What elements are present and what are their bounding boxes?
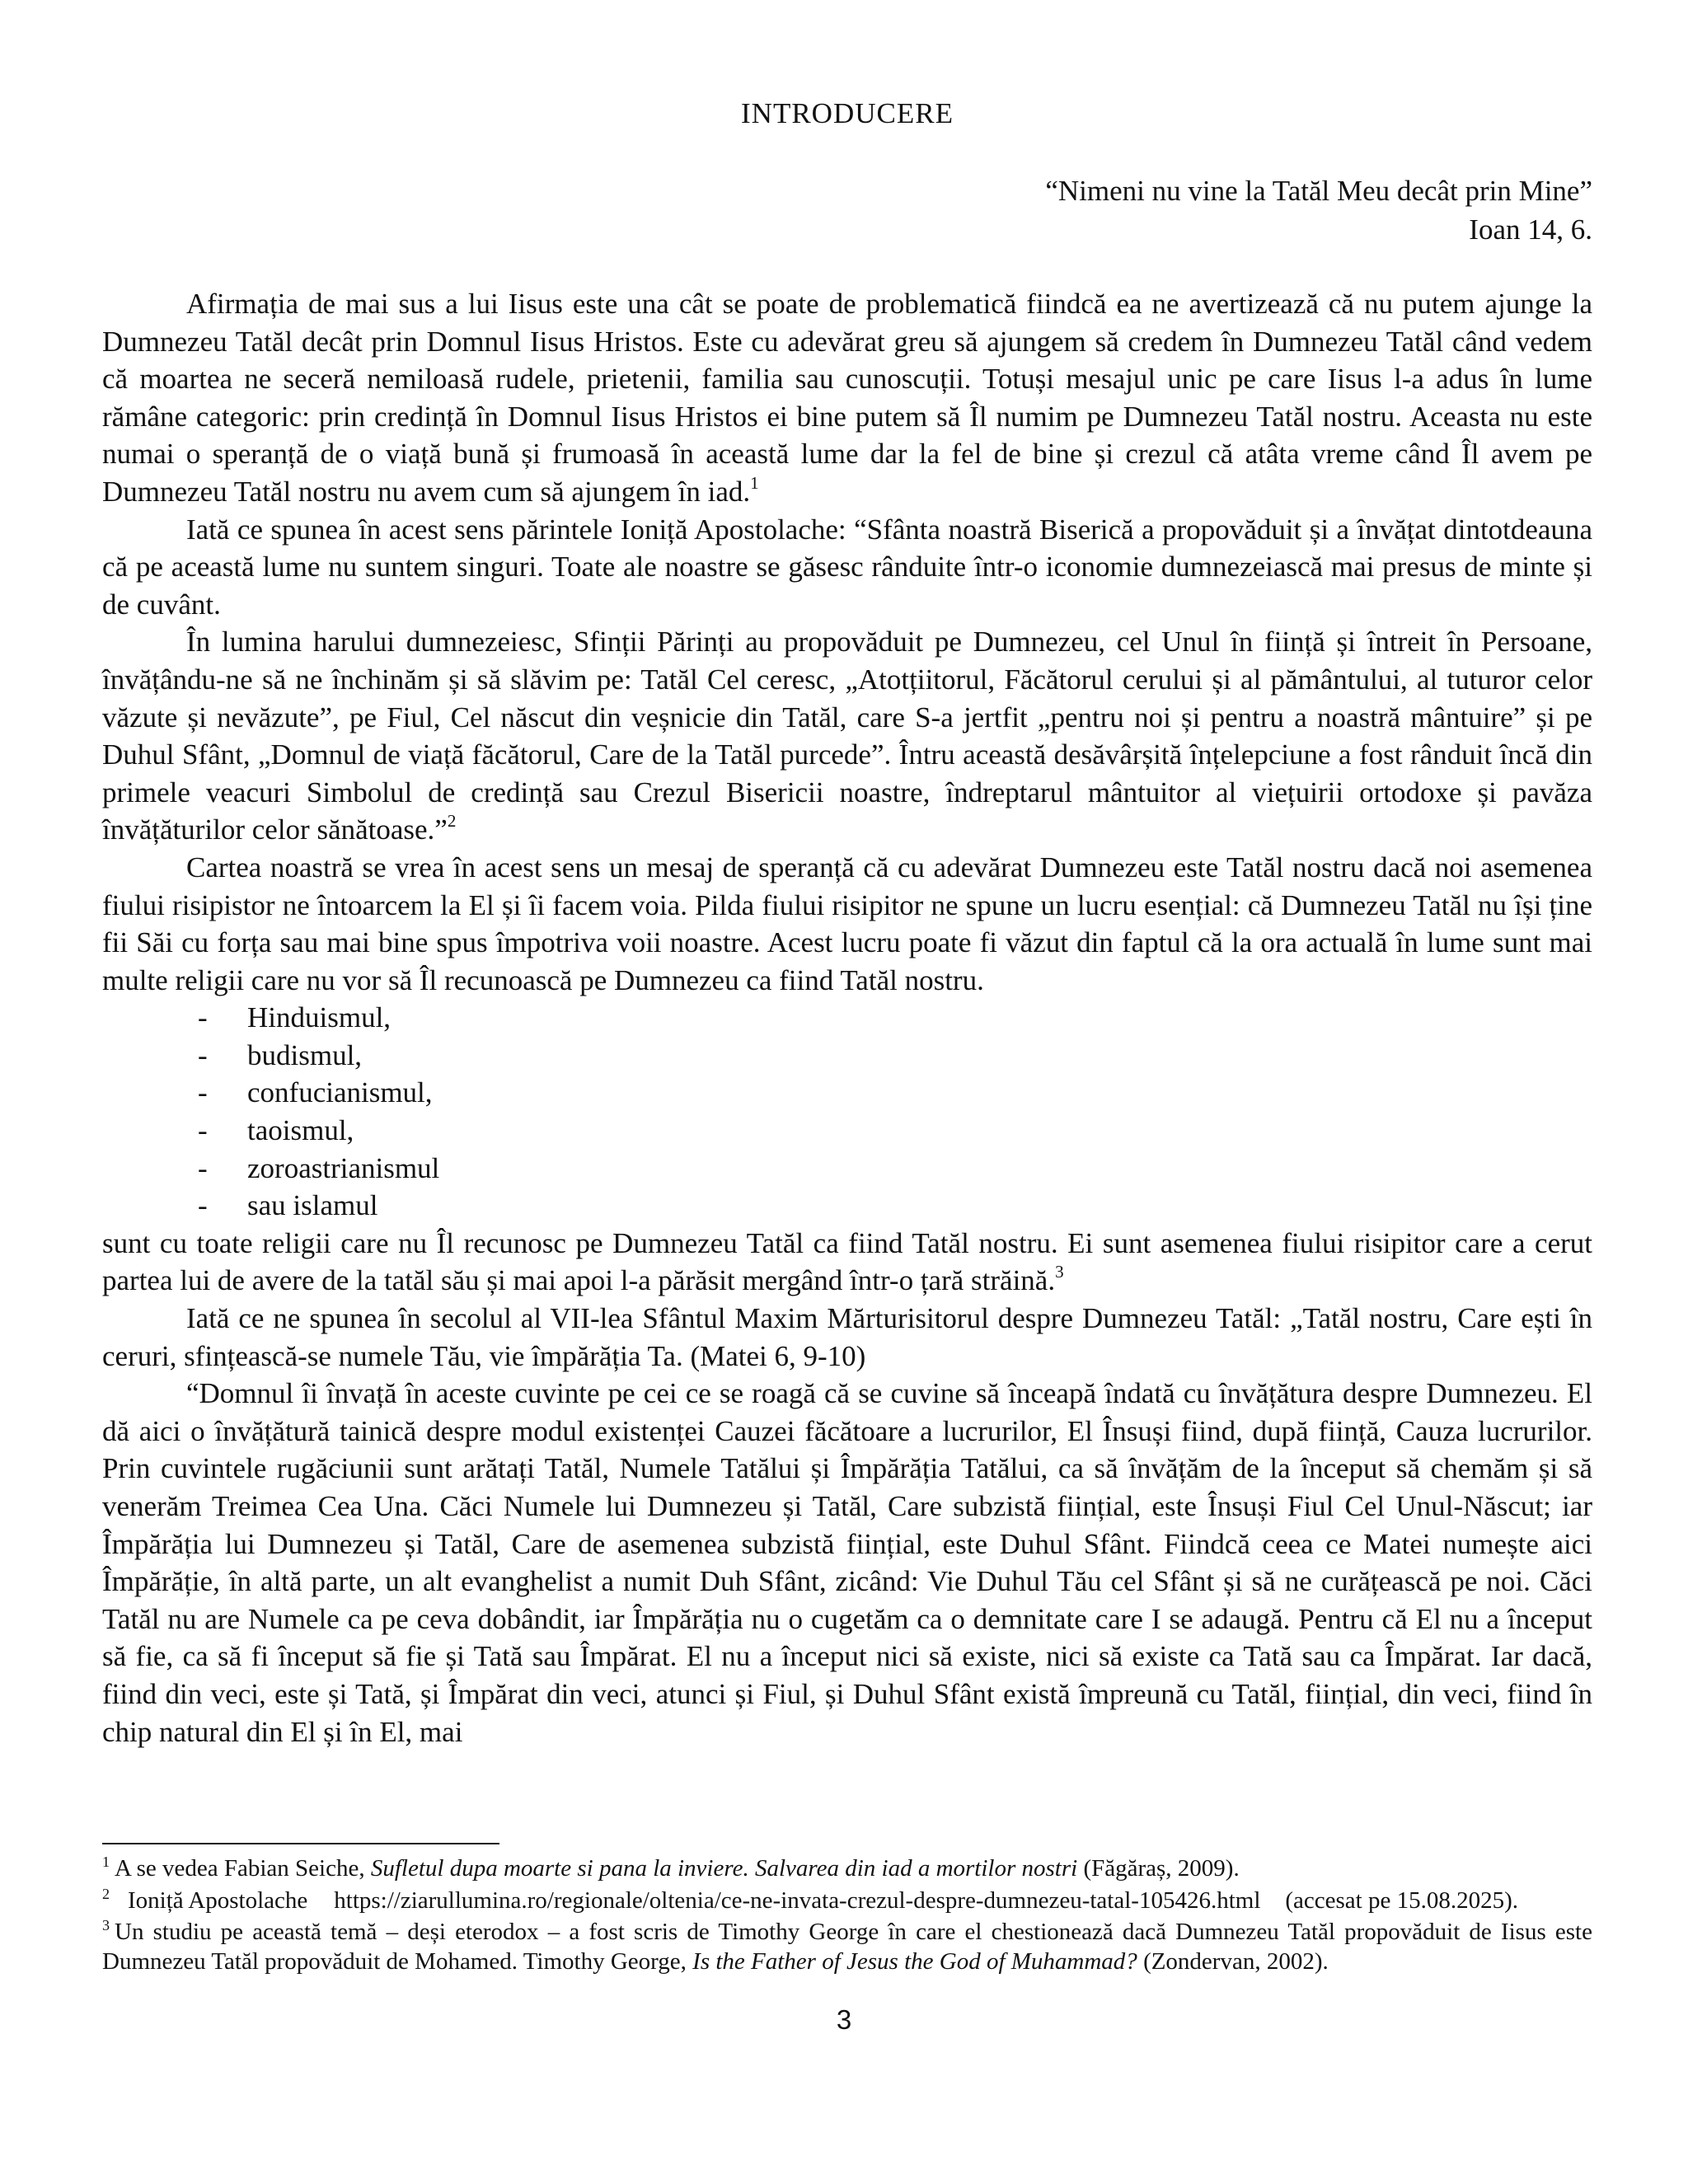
list-item	[102, 1112, 1592, 1150]
epigraph-reference: Ioan 14, 6.	[1469, 213, 1592, 246]
list-item	[102, 1187, 1592, 1225]
list-dash: -	[198, 1038, 208, 1071]
epigraph	[102, 171, 1592, 249]
paragraph-text: Iată ce ne spunea în secolul al VII-lea Sfântul Maxim Mărturisitorul despre Dumnezeu Tatăl: „Tatăl nostru, Care ești în ceruri, sfințească-se numele Tău, vie împărăția Ta. (Matei 6, 9-10)	[102, 1302, 1592, 1372]
footnote-book-title: Is the Father of Jesus the God of Muhammad?	[692, 1947, 1137, 1975]
footnote	[102, 1918, 1592, 1976]
footnote-number: 2	[102, 1885, 110, 1902]
paragraph-text: Afirmația de mai sus a lui Iisus este una cât se poate de problematică fiindcă ea ne avertizează că nu putem ajunge la Dumnezeu Tatăl decât prin Domnul Iisus Hristos. Este cu adevărat greu să ajungem să credem în Dumnezeu Tatăl când vedem că moartea ne seceră nemiloasă rudele, prietenii, familia sau cunoscuții. Totuși mesajul unic pe care Iisus l-a adus în lume rămâne categoric: prin credință în Domnul Iisus Hristos ei bine putem să Îl numim pe Dumnezeu Tatăl nostru. Aceasta nu este numai o speranță de o viață bună și frumoasă în această lume dar la fel de bine și crezul că atâta vreme când Îl avem pe Dumnezeu Tatăl nostru nu avem cum să ajungem în iad.	[102, 288, 1592, 508]
paragraph-text: Iată ce spunea în acest sens părintele Ioniță Apostolache: “Sfânta noastră Biserică a propovăduit și a învățat dintotdeauna că pe această lume nu suntem singuri. Toate ale noastre se găsesc rânduite într-o iconomie dumnezeiască mai presus de minte și de cuvânt.	[102, 513, 1592, 621]
body-text	[102, 285, 1592, 1750]
epigraph-quote: “Nimeni nu vine la Tatăl Meu decât prin Mine”	[1045, 175, 1592, 207]
footnote-text: Un studiu pe această temă – deși eterodox – a fost scris de Timothy George în care el chestionează dacă Dumnezeu Tatăl propovăduit de Iisus este Dumnezeu Tatăl propovăduit de Mohamed. Timothy George,	[102, 1919, 1592, 1975]
footnote-text: (Zondervan, 2002).	[1137, 1947, 1329, 1975]
list-item-text: zoroastrianismul	[247, 1151, 440, 1184]
list-dash: -	[198, 1189, 208, 1222]
list-item-text: taoismul,	[247, 1114, 354, 1147]
list-item-text: sau islamul	[247, 1189, 378, 1222]
footnote-separator	[102, 1843, 499, 1844]
footnote-text: (Făgăraș, 2009).	[1077, 1855, 1240, 1882]
paragraph	[102, 849, 1592, 999]
list-item	[102, 999, 1592, 1037]
footnote-ref[interactable]: 3	[1055, 1262, 1064, 1282]
paragraph	[102, 511, 1592, 624]
paragraph-text: “Domnul îi învață în aceste cuvinte pe cei ce se roagă că se cuvine să înceapă îndată cu învățătura despre Dumnezeu. El dă aici o învățătură tainică despre modul existenței Cauzei făcătoare a lucrurilor, El Însuși fiind, după ființă, Cauza lucrurilor. Prin cuvintele rugăciunii sunt arătați Tatăl, Numele Tatălui și Împărăția Tatălui, ca să învățăm de la început să chemăm și să venerăm Treimea Cea Una. Căci Numele lui Dumnezeu și Tatăl, Care subzistă ființial, este Însuși Fiul Cel Unul-Născut; iar Împărăția lui Dumnezeu și Tatăl, Care de asemenea subzistă ființial, este Duhul Sfânt. Fiindcă ceea ce Matei numește aici Împărăție, în altă parte, un alt evanghelist a numit Duh Sfânt, zicând: Vie Duhul Tău cel Sfânt și să ne curățească pe noi. Căci Tatăl nu are Numele ca pe ceva dobândit, iar Împărăția nu o cugetăm ca o demnitate care I se adaugă. Pentru că El nu a început să fie, ca să fi început să fie și Tată sau Împărat. El nu a început nici să existe, nici să existe ca Tată sau ca Împărat. Iar dacă, fiind din veci, este și Tată, și Împărat din veci, atunci și Fiul, și Duhul Sfânt există împreună cu Tatăl, ființial, din veci, fiind în chip natural din El și în El, mai	[102, 1377, 1592, 1748]
paragraph-text: În lumina harului dumnezeiesc, Sfinții Părinți au propovăduit pe Dumnezeu, cel Unul în ființă și întreit în Persoane, învățându-ne să ne închinăm și să slăvim pe: Tatăl Cel ceresc, „Atotțiitorul, Făcătorul cerului și al pământului, al tuturor celor văzute și nevăzute”, pe Fiul, Cel născut din veșnicie din Tatăl, care S-a jertfit „pentru noi și pentru a noastră mântuire” și pe Duhul Sfânt, „Domnul de viață făcătorul, Care de la Tatăl purcede”. Întru această desăvârșită înțelepciune a fost rânduit încă din primele veacuri Simbolul de credință sau Crezul Bisericii noastre, îndreptarul mântuitor al viețuirii ortodoxe și pavăza învățăturilor celor sănătoase.”	[102, 626, 1592, 846]
list-dash: -	[198, 1114, 208, 1147]
footnote-text: (accesat pe 15.08.2025).	[1285, 1886, 1519, 1914]
footnote-author: Ioniță Apostolache	[128, 1886, 308, 1914]
list-dash: -	[198, 1001, 208, 1034]
footnote-ref[interactable]: 2	[447, 811, 457, 832]
footnote-url[interactable]: https://ziarullumina.ro/regionale/oltenia/ce-ne-invata-crezul-despre-dumnezeu-tatal-105426.html	[334, 1886, 1261, 1914]
paragraph	[102, 1375, 1592, 1750]
religions-list	[102, 999, 1592, 1225]
list-dash: -	[198, 1076, 208, 1109]
list-item	[102, 1074, 1592, 1112]
page-number: 3	[836, 2004, 852, 2035]
chapter-title: INTRODUCERE	[741, 97, 954, 129]
footnote-text: A se vedea Fabian Seiche,	[115, 1855, 371, 1882]
list-dash: -	[198, 1151, 208, 1184]
footnote-number: 3	[102, 1917, 110, 1933]
footnote	[102, 1854, 1592, 1884]
list-item-text: Hinduismul,	[247, 1001, 392, 1034]
footnote-number: 1	[102, 1854, 110, 1870]
footnotes	[102, 1854, 1592, 1979]
paragraph-text: Cartea noastră se vrea în acest sens un mesaj de speranță că cu adevărat Dumnezeu este Tatăl nostru dacă noi asemenea fiului risipistor ne întoarcem la El și îi facem voia. Pilda fiului risipitor ne spune un lucru esențial: că Dumnezeu Tatăl nu își ține fii Săi cu forța sau mai bine spus împotriva voii noastre. Acest lucru poate fi văzut din faptul că la ora actuală în lume sunt mai multe religii care nu vor să Îl recunoască pe Dumnezeu ca fiind Tatăl nostru.	[102, 851, 1592, 996]
footnote	[102, 1886, 1592, 1916]
footnote-book-title: Sufletul dupa moarte si pana la inviere. Salvarea din iad a mortilor nostri	[370, 1855, 1078, 1882]
paragraph	[102, 1225, 1592, 1300]
document-page	[102, 97, 1592, 1750]
paragraph-text: sunt cu toate religii care nu Îl recunosc pe Dumnezeu Tatăl ca fiind Tatăl nostru. Ei sunt asemenea fiului risipitor care a cerut partea lui de avere de la tatăl său și mai apoi l-a părăsit mergând într-o țară străină.	[102, 1226, 1592, 1297]
list-item-text: confucianismul,	[247, 1076, 433, 1109]
list-item	[102, 1037, 1592, 1075]
paragraph	[102, 285, 1592, 511]
paragraph	[102, 1300, 1592, 1375]
paragraph	[102, 623, 1592, 849]
footnote-ref[interactable]: 1	[750, 472, 759, 493]
list-item-text: budismul,	[247, 1038, 363, 1071]
list-item	[102, 1150, 1592, 1188]
